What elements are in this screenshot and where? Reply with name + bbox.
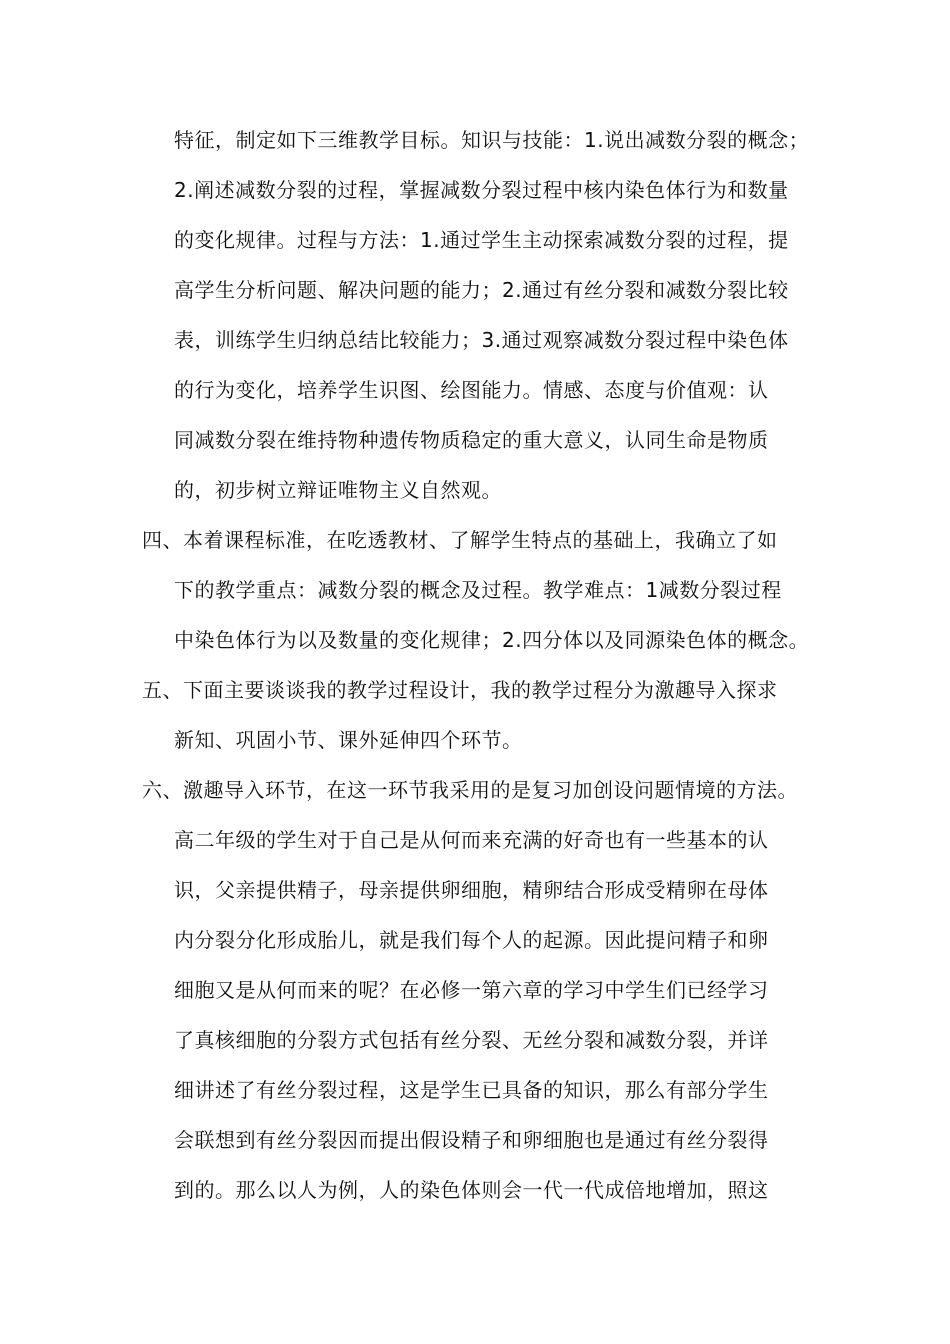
section-6-heading-line: 六、激趣导入环节，在这一环节我采用的是复习加创设问题情境的方法。 <box>142 778 798 802</box>
paragraph-line: 新知、巩固小节、课外延伸四个环节。 <box>174 728 523 752</box>
paragraph-line: 内分裂分化形成胎儿，就是我们每个人的起源。因此提问精子和卵 <box>174 928 769 952</box>
paragraph-line: 的，初步树立辩证唯物主义自然观。 <box>174 478 502 502</box>
paragraph-line: 了真核细胞的分裂方式包括有丝分裂、无丝分裂和减数分裂，并详 <box>174 1028 769 1052</box>
paragraph-line: 同减数分裂在维持物种遗传物质稳定的重大意义，认同生命是物质 <box>174 428 769 452</box>
paragraph-line: 会联想到有丝分裂因而提出假设精子和卵细胞也是通过有丝分裂得 <box>174 1128 769 1152</box>
paragraph-line: 特征，制定如下三维教学目标。知识与技能：1.说出减数分裂的概念； <box>174 128 810 152</box>
paragraph-line: 高学生分析问题、解决问题的能力；2.通过有丝分裂和减数分裂比较 <box>174 278 789 302</box>
paragraph-line: 高二年级的学生对于自己是从何而来充满的好奇也有一些基本的认 <box>174 828 769 852</box>
paragraph-line: 表，训练学生归纳总结比较能力；3.通过观察减数分裂过程中染色体 <box>174 328 789 352</box>
paragraph-line: 的变化规律。过程与方法：1.通过学生主动探索减数分裂的过程，提 <box>174 228 789 252</box>
section-5-heading-line: 五、下面主要谈谈我的教学过程设计，我的教学过程分为激趣导入探求 <box>142 678 778 702</box>
section-4-heading-line: 四、本着课程标准，在吃透教材、了解学生特点的基础上，我确立了如 <box>142 528 778 552</box>
paragraph-line: 识，父亲提供精子，母亲提供卵细胞，精卵结合形成受精卵在母体 <box>174 878 769 902</box>
paragraph-line: 的行为变化，培养学生识图、绘图能力。情感、态度与价值观：认 <box>174 378 769 402</box>
paragraph-line: 下的教学重点：减数分裂的概念及过程。教学难点：1减数分裂过程 <box>174 578 782 602</box>
paragraph-line: 细胞又是从何而来的呢？在必修一第六章的学习中学生们已经学习 <box>174 978 769 1002</box>
paragraph-line: 到的。那么以人为例，人的染色体则会一代一代成倍地增加，照这 <box>174 1178 769 1202</box>
paragraph-line: 细讲述了有丝分裂过程，这是学生已具备的知识，那么有部分学生 <box>174 1078 769 1102</box>
paragraph-line: 2.阐述减数分裂的过程，掌握减数分裂过程中核内染色体行为和数量 <box>174 178 789 202</box>
paragraph-line: 中染色体行为以及数量的变化规律；2.四分体以及同源染色体的概念。 <box>174 628 810 652</box>
